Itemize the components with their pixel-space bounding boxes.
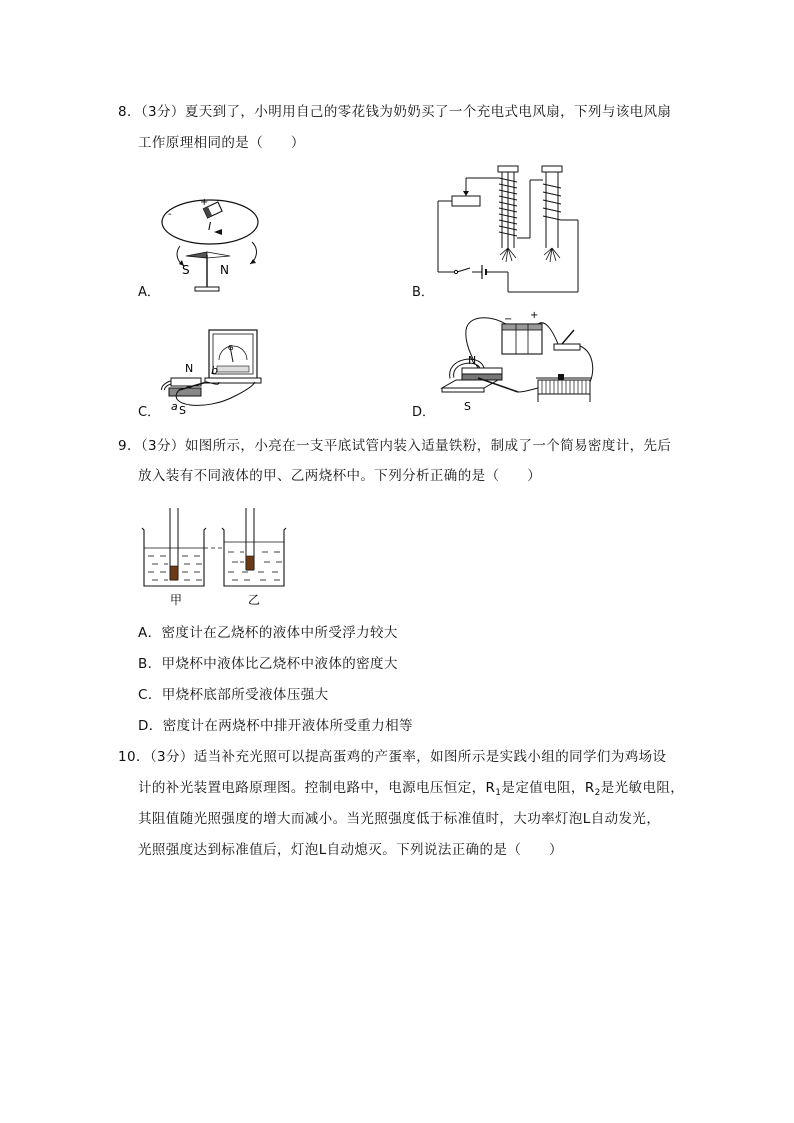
q9-beaker-figure xyxy=(138,508,298,608)
q8-figure-b xyxy=(430,160,590,300)
q10-stem-line-1: 10．（3分）适当补充光照可以提高蛋鸡的产蛋率，如图所示是实践小组的同学们为鸡场设 xyxy=(118,749,667,765)
q9-choice-d: D．密度计在两烧杯中排开液体所受重力相等 xyxy=(138,718,413,734)
q8-option-b-label: B． xyxy=(412,285,434,300)
fig-d-plus-label: + xyxy=(530,310,539,321)
q8-stem-line-1: 8．（3分）夏天到了，小明用自己的零花钱为奶奶买了一个充电式电风扇，下列与该电风扇 xyxy=(118,104,672,120)
q10-stem-line-2: 计的补光装置电路原理图。控制电路中，电源电压恒定，$R_1$是定值电阻，$R_2$是光敏电阻， xyxy=(138,780,685,798)
q10-stem-line-3: 其阻值随光照强度的增大而减小。当光照强度低于标准值时，大功率灯泡L自动发光， xyxy=(138,811,661,827)
q8-figure-d xyxy=(438,308,608,418)
fig-d-minus-label: − xyxy=(504,314,513,325)
beaker-jia xyxy=(142,508,206,586)
q9-choice-a: A．密度计在乙烧杯的液体中所受浮力较大 xyxy=(138,625,398,641)
beaker-yi-label: 乙 xyxy=(248,593,261,607)
q8-stem-line-2: 工作原理相同的是（ ） xyxy=(138,135,305,151)
fig-c-north-label: N xyxy=(185,362,194,375)
fig-c-south-label: S xyxy=(179,404,186,417)
q9-choice-c: C．甲烧杯底部所受液体压强大 xyxy=(138,687,329,703)
q8-option-a-label: A． xyxy=(138,285,160,300)
q8-figure-a xyxy=(160,192,270,302)
fig-a-north-label: N xyxy=(220,263,229,277)
q9-choice-b: B．甲烧杯中液体比乙烧杯中液体的密度大 xyxy=(138,656,398,672)
fig-c-wire-b-label: b xyxy=(211,364,218,377)
fig-a-south-label: S xyxy=(182,263,190,277)
fig-c-meter-label: G xyxy=(228,344,234,352)
q8-option-d-label: D． xyxy=(412,405,436,420)
q9-stem-line-1: 9．（3分）如图所示，小亮在一支平底试管内装入适量铁粉，制成了一个简易密度计，先后 xyxy=(118,438,672,454)
beaker-yi xyxy=(222,508,286,586)
q8-option-c-label: C． xyxy=(138,405,161,420)
beaker-jia-label: 甲 xyxy=(170,593,183,607)
q9-stem-line-2: 放入装有不同液体的甲、乙两烧杯中。下列分析正确的是（ ） xyxy=(138,468,542,484)
fig-a-current-label: I xyxy=(208,220,212,233)
q8-figure-c xyxy=(155,326,265,418)
fig-d-north-label: N xyxy=(468,354,477,367)
fig-d-south-label: S xyxy=(464,400,471,413)
fig-a-plus-label: + xyxy=(200,197,209,208)
q10-stem-line-4: 光照强度达到标准值后，灯泡L自动熄灭。下列说法正确的是（ ） xyxy=(138,842,563,858)
fig-a-minus-label: - xyxy=(168,209,172,220)
fig-c-wire-a-label: a xyxy=(171,400,178,413)
